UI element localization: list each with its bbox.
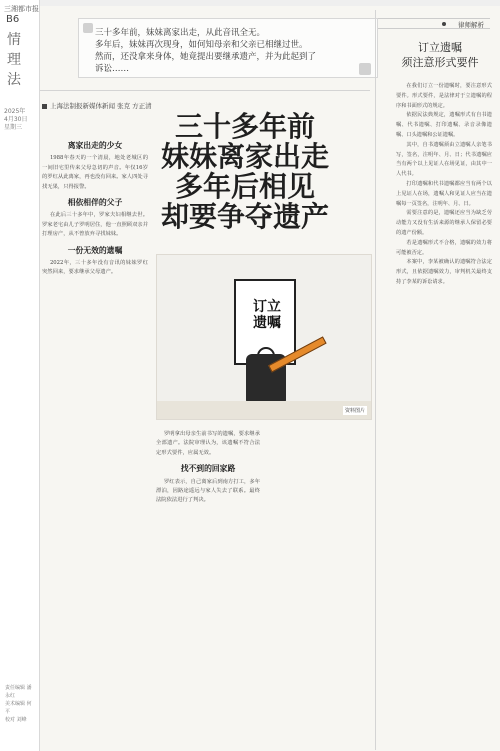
byline-text: 上海法制报新媒体新闻 张克 方正清 — [50, 102, 152, 110]
column-divider — [375, 10, 376, 750]
side-title — [388, 40, 492, 70]
tag-dot-icon — [442, 22, 446, 26]
intro-quote-box — [78, 18, 378, 78]
quote-line: 三十多年前，妹妹离家出走，从此音讯全无。 — [95, 28, 266, 38]
illustration — [156, 254, 372, 420]
divider — [40, 90, 370, 91]
section-char: 法 — [7, 72, 21, 88]
quote-line: 然而，还没拿来身体，她竟提出要继承遗产，并为此起到了 — [95, 52, 317, 62]
quote-line: 诉讼…… — [95, 64, 130, 74]
subhead: 找不到的回家路 — [180, 464, 236, 474]
subhead: 一份无效的遗嘱 — [67, 245, 123, 255]
editor-line: 责任编辑 潘永红 — [5, 685, 32, 699]
side-title-line: 订立遗嘱 — [418, 41, 462, 54]
paragraph: 打印遗嘱和代书遗嘱都应当有两个以上见证人在场，遗嘱人和见证人应当在遗嘱每一页签名，注明年、月、日。 — [396, 180, 492, 207]
headline-line: 多年后相见 — [174, 170, 315, 203]
editor-line: 校对 刘峰 — [5, 717, 27, 723]
left-column — [42, 135, 148, 278]
paragraph: 其中，自书遗嘱须由立遗嘱人亲笔书写，签名，注明年、月、日；代书遗嘱应当有两个以上见证人在场见证，由其中一人代书。 — [396, 141, 492, 178]
editor-credit — [5, 684, 35, 724]
subhead: 相依相伴的父子 — [67, 198, 123, 208]
subhead: 离家出走的少女 — [67, 141, 123, 150]
paragraph: 在我们订立一份遗嘱时，要注意形式要件。形式要件，是法律对于立遗嘱的程序和书面形式的规定。 — [396, 83, 492, 109]
paragraph: 2022年，三十多年没有音讯的妹妹罗红突然回来，要求继承父母遗产。 — [42, 260, 148, 276]
date-line: 4月30日 — [4, 116, 28, 123]
paragraph: 需要注意的是，遗嘱还应当为缺乏劳动能力又没有生活来源的继承人保留必要的遗产份额。 — [396, 210, 492, 236]
quote-open-icon — [83, 23, 93, 33]
left-sidebar — [0, 0, 40, 751]
headline-line: 妹妹离家出走 — [160, 140, 329, 173]
paragraph: 罗明拿出母亲生前书写的遗嘱，要求继承全部遗产。法院审理认为，该遗嘱不符合法定形式要件，应属无效。 — [156, 431, 260, 456]
paragraph: 若是遗嘱形式不合格，遗嘱的效力将可能被否定。 — [396, 239, 492, 256]
byline — [42, 101, 302, 110]
middle-left-column — [156, 430, 260, 506]
document-title-line: 遗嘱 — [253, 315, 281, 331]
paragraph: 依据民法典规定，遗嘱形式有自书遗嘱、代书遗嘱、打印遗嘱、录音录像遗嘱、口头遗嘱和公证遗嘱。 — [396, 112, 492, 138]
document-title-line: 订立 — [253, 299, 281, 315]
paragraph: 罗红表示，自己离家后到南方打工，多年漂泊，因路途遥远与家人失去了联系。最终法院依法进行了判决。 — [156, 478, 260, 504]
side-title-line: 须注意形式要件 — [401, 56, 479, 69]
column-tag — [378, 18, 490, 29]
document-title — [239, 299, 295, 331]
paragraph: 1988年春天的一个清晨，地处老城区的一间旧宅里传来父母急切的声音。年仅16岁的罗红从此离家，再也没有回来。家人四处寻找无果，只得报警。 — [42, 155, 148, 190]
section-char: 理 — [7, 52, 21, 68]
paragraph: 在此后三十多年中，罗家夫妇相继去世。罗家老宅由儿子罗明居住，他一直照顾双亲并打理房产，从不曾放弃寻找妹妹。 — [42, 212, 148, 238]
date-line: 星期三 — [4, 124, 23, 131]
headline-line: 却要争夺遗产 — [160, 200, 329, 233]
quote-close-icon — [359, 63, 371, 75]
headline-line: 三十多年前 — [174, 110, 315, 143]
bullet-icon — [42, 104, 47, 109]
right-column — [396, 82, 492, 288]
editor-line: 美术编辑 何平 — [5, 701, 32, 715]
paragraph: 本案中，李某被确认的遗嘱符合法定形式，且依据遗嘱效力，审判机关最终支持了李某的诉讼请求。 — [396, 259, 492, 285]
paper-name: 三湘都市报 — [4, 5, 39, 13]
issue-date — [4, 108, 34, 132]
column-tag-label: 律师解析 — [458, 21, 484, 29]
photo-credit: 资料图片 — [344, 408, 365, 414]
date-line: 2025年 — [4, 108, 26, 115]
ground — [157, 401, 371, 419]
quote-line: 多年后，妹妹再次现身，如何知母亲和父亲已相继过世。 — [95, 40, 308, 50]
section-name — [7, 30, 31, 90]
top-band — [40, 0, 500, 6]
page-number: B6 — [6, 14, 20, 25]
headline — [156, 112, 334, 232]
section-char: 情 — [7, 32, 21, 48]
